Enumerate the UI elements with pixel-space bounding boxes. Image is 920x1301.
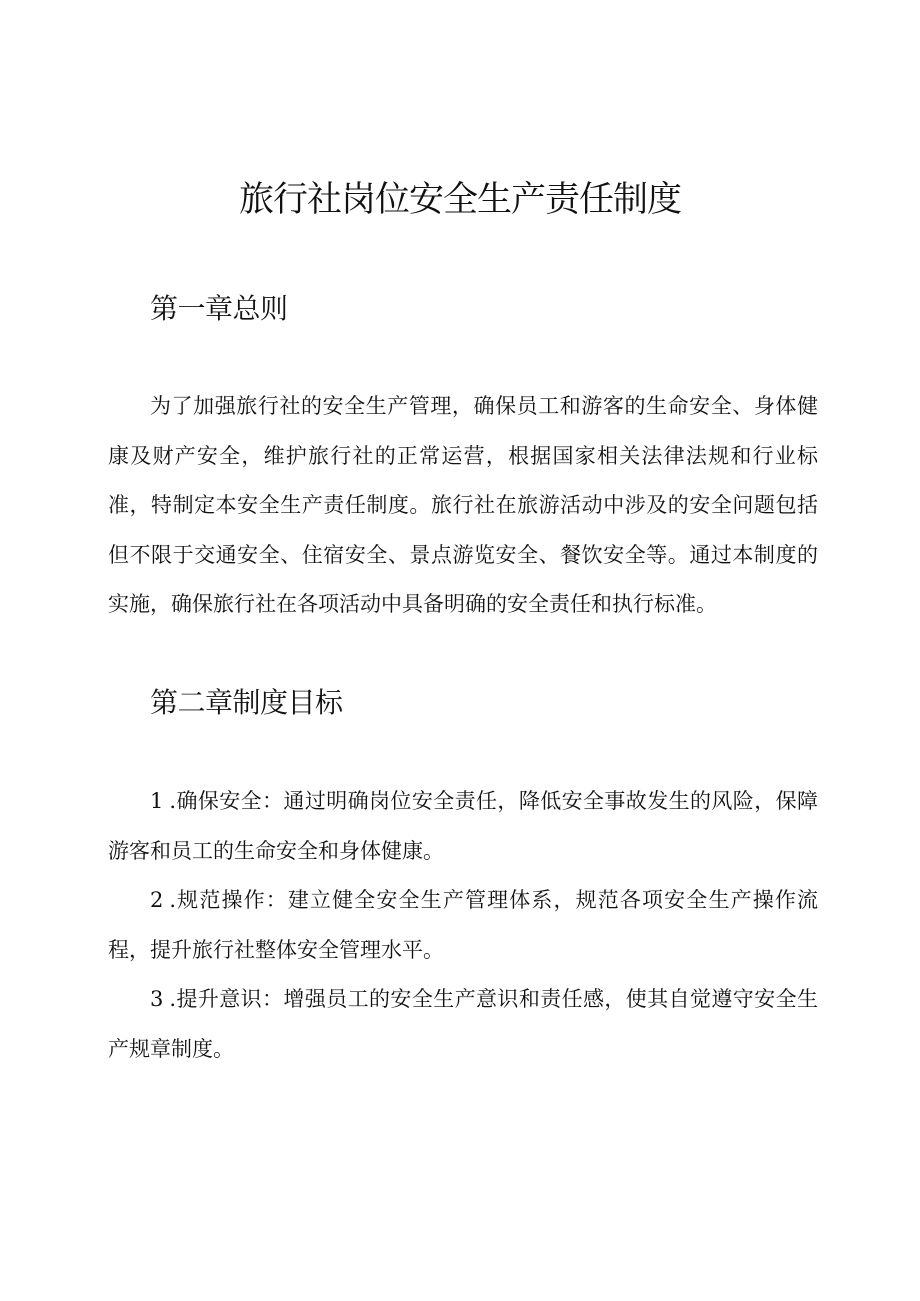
goal-item-number: 1 <box>150 789 164 813</box>
goal-item-text: .规范操作：建立健全安全生产管理体系，规范各项安全生产操作流程，提升旅行社整体安全管理水平。 <box>108 888 818 962</box>
goal-item-number: 2 <box>150 888 164 912</box>
goal-item-number: 3 <box>150 987 164 1011</box>
chapter-2-heading: 第二章制度目标 <box>150 686 343 719</box>
goal-item-1 <box>108 777 818 876</box>
document-title: 旅行社岗位安全生产责任制度 <box>238 180 681 220</box>
goal-item-2 <box>108 876 818 975</box>
chapter-1-heading: 第一章总则 <box>150 292 288 325</box>
goal-item-3 <box>108 975 818 1074</box>
goal-item-text: .确保安全：通过明确岗位安全责任，降低安全事故发生的风险，保障游客和员工的生命安全和身体健康。 <box>108 789 818 863</box>
goal-item-text: .提升意识：增强员工的安全生产意识和责任感，使其自觉遵守安全生产规章制度。 <box>108 987 818 1061</box>
chapter-1-paragraph: 为了加强旅行社的安全生产管理，确保员工和游客的生命安全、身体健康及财产安全，维护旅行社的正常运营，根据国家相关法律法规和行业标准，特制定本安全生产责任制度。旅行社在旅游活动中涉及的安全问题包括但不限于交通安全、住宿安全、景点游览安全、餐饮安全等。通过本制度的实施，确保旅行社在各项活动中具备明确的安全责任和执行标准。 <box>108 394 818 616</box>
